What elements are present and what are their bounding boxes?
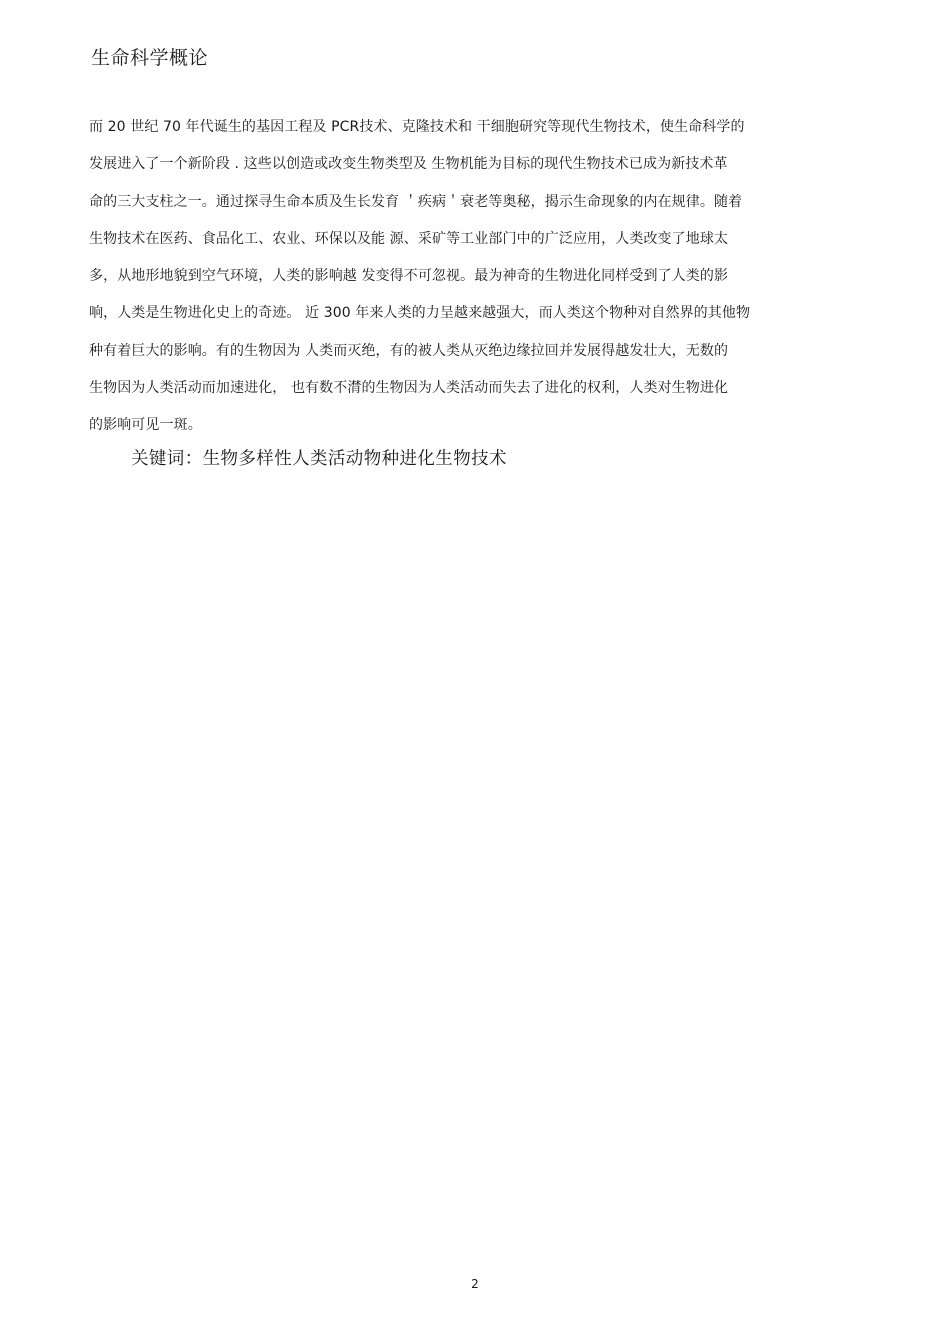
paragraph-line: 的影响可见一斑。: [89, 417, 202, 434]
paragraph-line: 命的三大支柱之一。通过探寻生命本质及生长发育 ＇疾病＇衰老等奥秘，揭示生命现象的内在规律。随着: [89, 193, 743, 210]
page-number: 2: [471, 1277, 479, 1291]
paragraph-line: 响，人类是生物进化史上的奇迹。 近 300 年来人类的力呈越来越强大，而人类这个物种对自然界的其他物: [89, 305, 751, 322]
page-header-title: 生命科学概论: [91, 47, 209, 69]
keywords-line: 关键词：生物多样性人类活动物种进化生物技术: [131, 449, 507, 469]
paragraph-line: 生物技术在医药、食品化工、农业、环保以及能 源、采矿等工业部门中的广泛应用，人类改变了地球太: [89, 230, 729, 247]
paragraph-line: 而 20 世纪 70 年代诞生的基因工程及 PCR技术、克隆技术和 干细胞研究等现代生物技术，使生命科学的: [89, 119, 745, 135]
paragraph-line: 发展进入了一个新阶段 . 这些以创造或改变生物类型及 生物机能为目标的现代生物技术已成为新技术革: [89, 156, 728, 173]
paragraph-line: 生物因为人类活动而加速进化， 也有数不潸的生物因为人类活动而失去了进化的权利，人类对生物进化: [89, 380, 729, 397]
body-paragraph: [89, 109, 839, 445]
paragraph-line: 种有着巨大的影响。有的生物因为 人类而灭绝，有的被人类从灭绝边缘拉回并发展得越发壮大，无数的: [89, 342, 729, 359]
paragraph-line: 多，从地形地貌到空气环境，人类的影响越 发变得不可忽视。最为神奇的生物进化同样受到了人类的影: [89, 268, 729, 285]
